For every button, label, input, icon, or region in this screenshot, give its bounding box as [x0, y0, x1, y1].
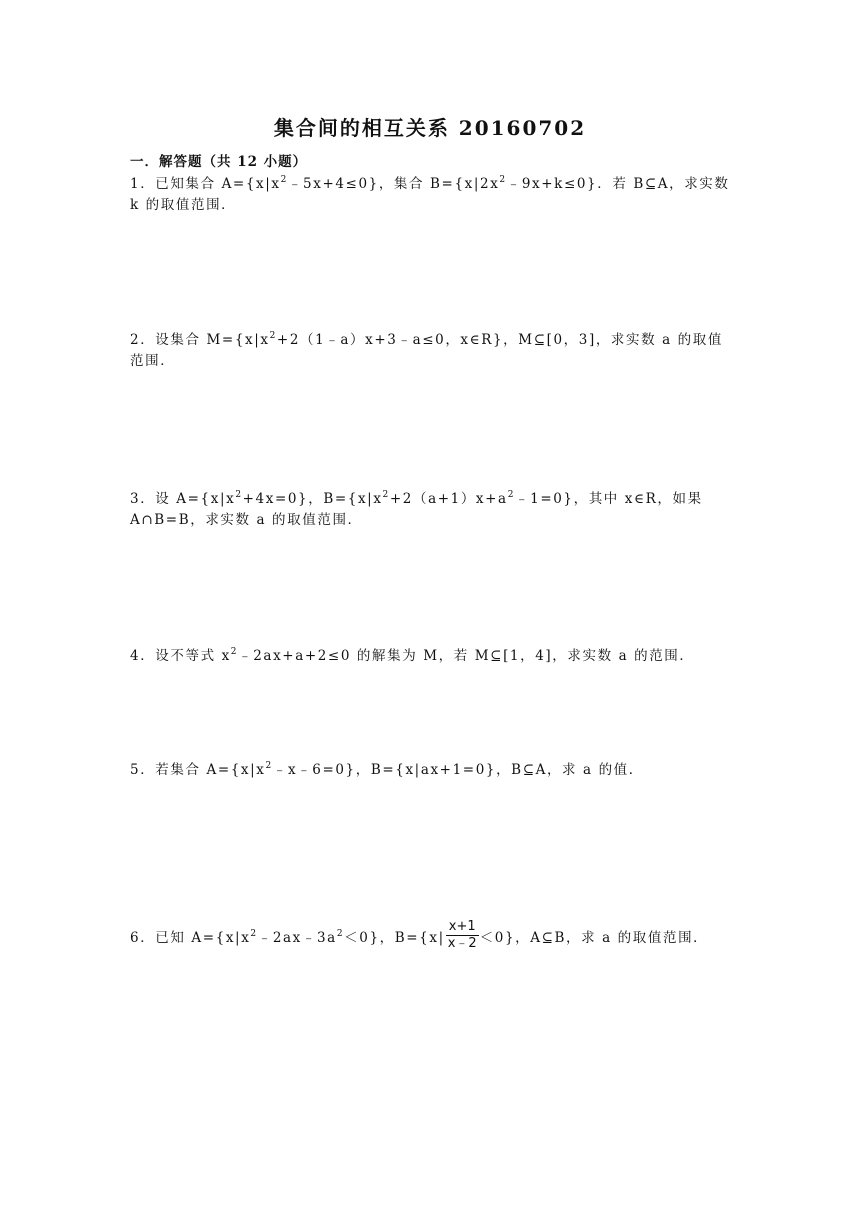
q1-text-a: 1．已知集合 A={x|x: [130, 176, 281, 192]
q6-text-f: ＜0}，A⊆B，求 a 的取值范围．: [479, 930, 709, 946]
q2-exponent-1: 2: [269, 331, 277, 341]
q1-text-c: ﹣5x+4≤0}，集合 B={x|2x: [287, 176, 500, 192]
question-1: [130, 174, 730, 216]
q2-text-a: 2．设集合 M={x|x: [130, 332, 270, 348]
q3-exponent-2: 2: [382, 490, 390, 500]
q6-exponent-2: 2: [336, 929, 345, 939]
question-5: [130, 760, 730, 781]
q4-text-c: ﹣2ax+a+2≤0 的解集为 M，若 M⊆[1，4]，求实数 a 的范围．: [238, 648, 695, 664]
q6-fraction: [446, 919, 479, 952]
q1-exponent-2: 2: [499, 175, 507, 185]
q5-text-a: 5．若集合 A={x|x: [130, 762, 266, 778]
q3-text-g: ﹣1=0}，其中 x∈R，如果 A∩B=B，求实数 a 的取值范围．: [130, 491, 703, 528]
section-heading: 一．解答题（共 12 小题）: [130, 154, 308, 170]
q3-text-a: 3．设 A={x|x: [130, 491, 236, 507]
q1-exponent-1: 2: [280, 175, 288, 185]
q3-text-e: +2（a+1）x+a: [389, 491, 508, 507]
q5-exponent-1: 2: [265, 761, 273, 771]
q6-fraction-numerator: x+1: [446, 919, 479, 936]
q6-fraction-denominator: x﹣2: [447, 936, 477, 951]
q3-text-c: +4x=0}，B={x|x: [242, 491, 383, 507]
q4-exponent-1: 2: [230, 647, 239, 657]
question-3: [130, 489, 730, 531]
q6-text-a: 6．已知 A={x|x: [130, 930, 251, 946]
q1-text-e: ﹣9x+k≤0}．若 B⊆A，求实数 k 的取值范围．: [130, 176, 730, 213]
question-6: [130, 919, 730, 952]
page-title: 集合间的相互关系 20160702: [273, 116, 587, 140]
q6-exponent-1: 2: [250, 929, 258, 939]
question-2: [130, 330, 730, 372]
q3-exponent-3: 2: [507, 490, 516, 500]
q4-text-a: 4．设不等式 x: [130, 648, 231, 664]
q3-exponent-1: 2: [235, 490, 243, 500]
q2-text-c: +2（1﹣a）x+3﹣a≤0，x∈R}，M⊆[0，3]，求实数 a 的取值范围．: [130, 332, 723, 369]
q6-text-e: ＜0}，B={x|: [344, 930, 445, 946]
q5-text-c: ﹣x﹣6=0}，B={x|ax+1=0}，B⊆A，求 a 的值．: [272, 762, 644, 778]
question-4: [130, 646, 730, 667]
q6-text-c: ﹣2ax﹣3a: [257, 930, 337, 946]
